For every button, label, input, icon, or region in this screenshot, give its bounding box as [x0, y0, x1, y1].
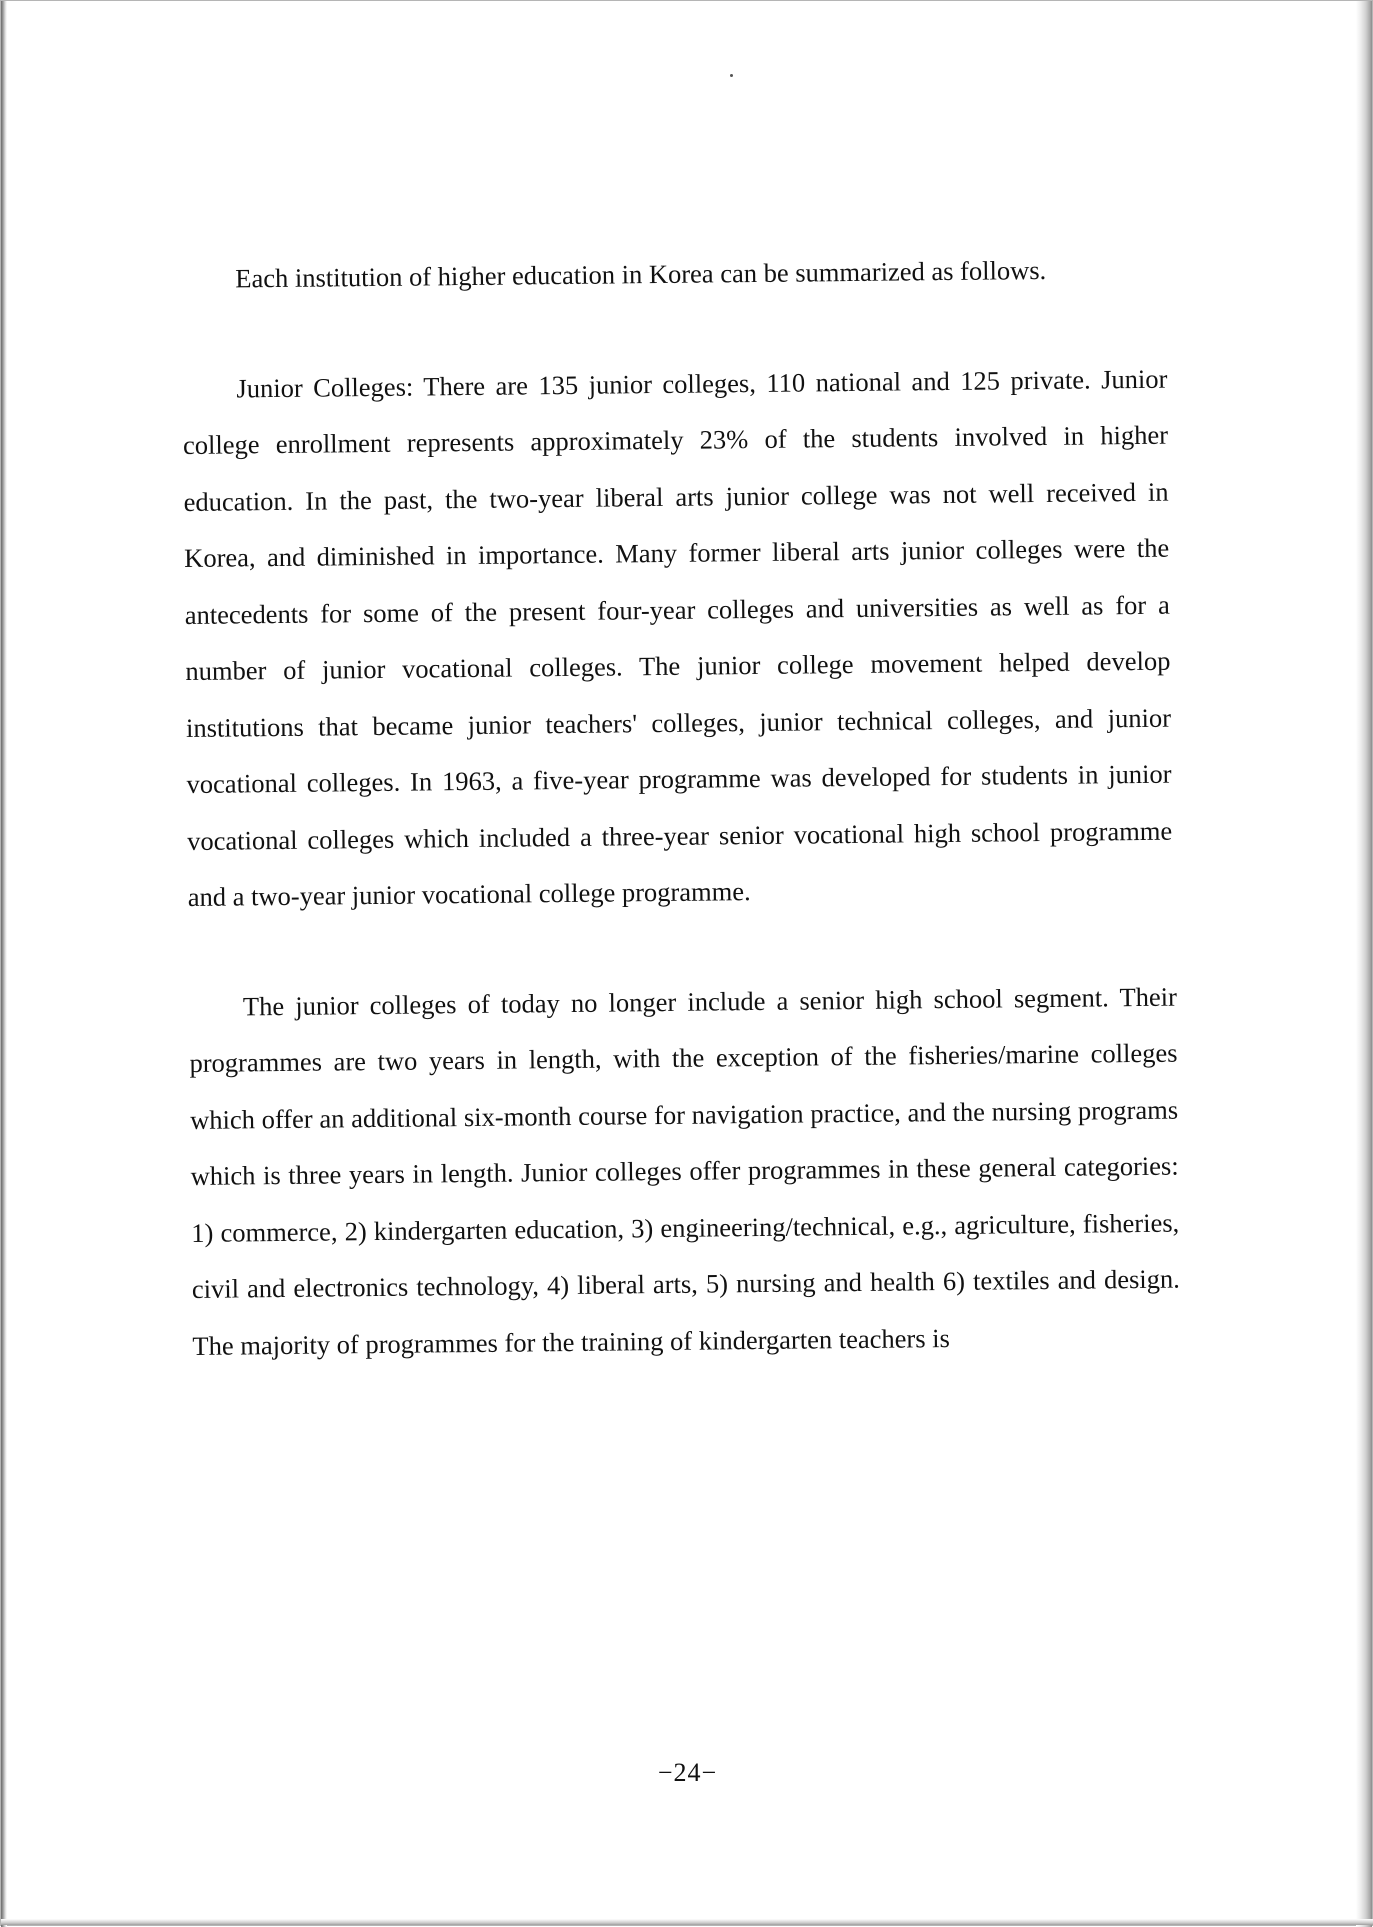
- document-body: [181, 241, 1193, 1374]
- paragraph-programmes: The junior colleges of today no longer include a senior high school segment. Their programmes are two years in length, with the exception of the fisheries/marine colleges which offer an additional six-month course for navigation practice, and the nursing programs which is three years in length. Junior colleges offer programmes in these general categories: 1) commerce, 2) kindergarten education, 3) engineering/technical, e.g., agriculture, fisheries, civil and electronics technology, 4) liberal arts, 5) nursing and health 6) textiles and design. The majority of programmes for the training of kindergarten teachers is: [189, 981, 1180, 1361]
- paragraph-junior-colleges: Junior Colleges: There are 135 junior colleges, 110 national and 125 private. Junior college enrollment represents approximately 23% of the students involved in higher education. In the past, the two-year liberal arts junior college was not well received in Korea, and diminished in importance. Many former liberal arts junior colleges were the antecedents for some of the present four-year colleges and universities as well as for a number of junior vocational colleges. The junior college movement helped develop institutions that became junior teachers' colleges, junior technical colleges, and junior vocational colleges. In 1963, a five-year programme was developed for students in junior vocational colleges which included a three-year senior vocational high school programme and a two-year junior vocational college programme.: [182, 363, 1173, 912]
- page-right-edge: [1356, 1, 1372, 1927]
- page-number: −24−: [657, 1758, 718, 1787]
- page-bottom-edge: [1, 1919, 1373, 1925]
- paragraph-intro: Each institution of higher education in Korea can be summarized as follows.: [235, 254, 1047, 294]
- page-left-edge: [1, 1, 7, 1927]
- scan-speck: [730, 74, 733, 77]
